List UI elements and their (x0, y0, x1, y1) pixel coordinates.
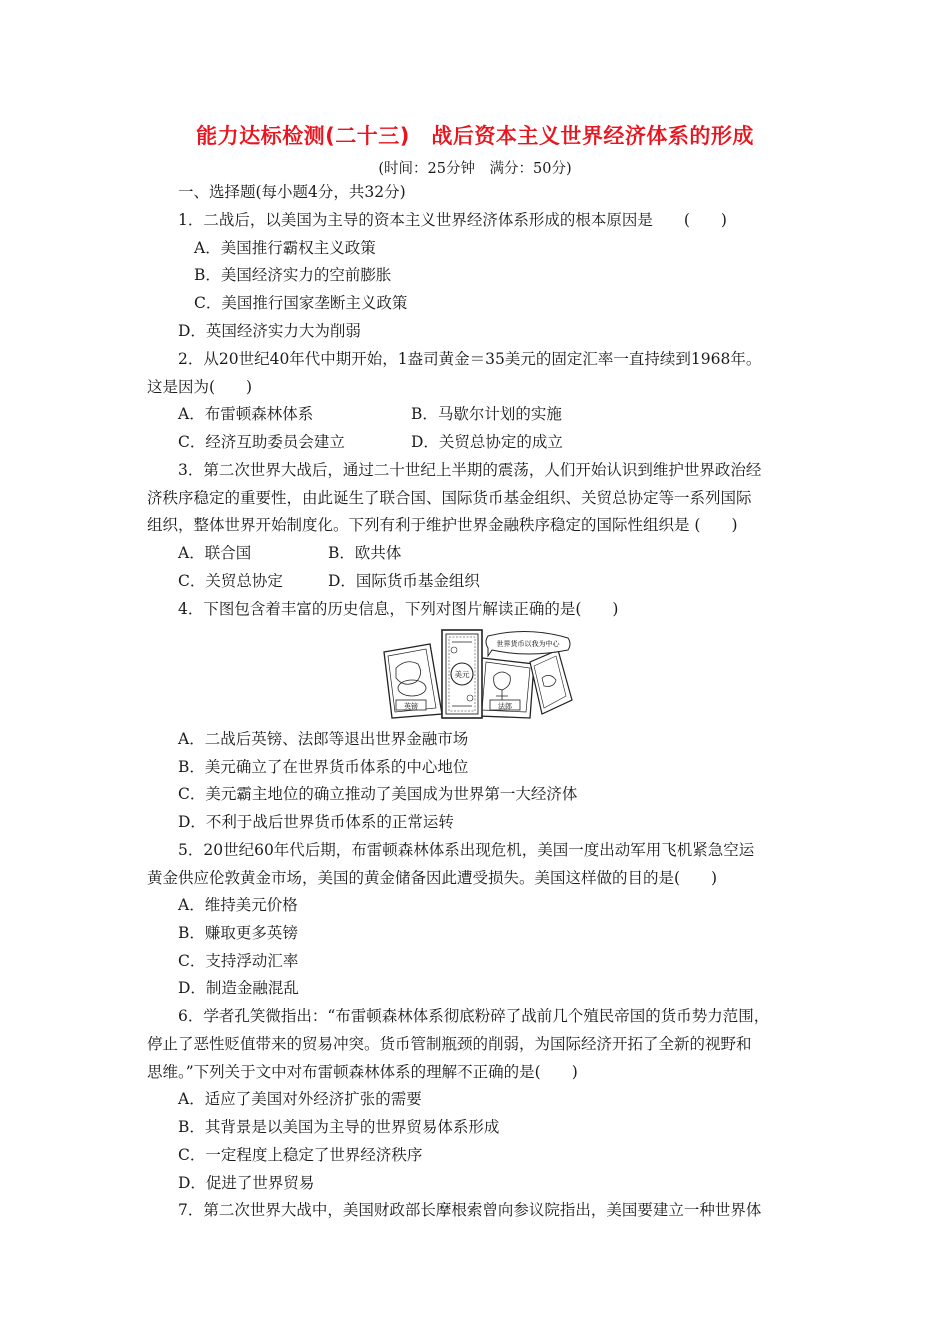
dollar-label: 美元 (454, 670, 470, 679)
q3-stem-line1: 3．第二次世界大战后，通过二十世纪上半期的震荡，人们开始认识到维护世界政治经 (178, 461, 762, 479)
q4-option-a: A．二战后英镑、法郎等退出世界金融市场 (178, 730, 469, 748)
q3-stem-line2: 济秩序稳定的重要性，由此诞生了联合国、国际货币基金组织、关贸总协定等一系列国际 (147, 489, 752, 507)
q6-stem-line1: 6．学者孔笑微指出：“布雷顿森林体系彻底粉碎了战前几个殖民帝国的货币势力范围， (178, 1007, 770, 1025)
franc-banknote (478, 658, 534, 718)
q6-option-d: D．促进了世界贸易 (178, 1174, 315, 1192)
q2-stem-line1: 2．从20世纪40年代中期开始，1盎司黄金＝35美元的固定汇率一直持续到1968年。 (178, 350, 762, 368)
banner-text: 世界货币以我为中心 (496, 640, 560, 648)
q5-option-c: C．支持浮动汇率 (178, 952, 299, 970)
speech-banner (486, 631, 570, 656)
q5-stem-line1: 5．20世纪60年代后期，布雷顿森林体系出现危机，美国一度出动军用飞机紧急空运 (178, 841, 755, 859)
exam-subtitle: (时间：25分钟 满分：50分) (378, 161, 572, 177)
q3-option-b: B．欧共体 (328, 544, 402, 562)
q4-stem: 4．下图包含着丰富的历史信息，下列对图片解读正确的是( ) (178, 600, 619, 618)
page-title: 能力达标检测(二十三) 战后资本主义世界经济体系的形成 (196, 124, 754, 148)
q2-option-c: C．经济互助委员会建立 (178, 433, 345, 451)
q1-option-a: A．美国推行霸权主义政策 (194, 239, 376, 257)
q5-stem-line2: 黄金供应伦敦黄金市场，美国的黄金储备因此遭受损失。美国这样做的目的是( ) (147, 869, 718, 887)
q1-option-b: B．美国经济实力的空前膨胀 (194, 266, 392, 284)
q6-stem-line2: 停止了恶性贬值带来的贸易冲突。货币管制瓶颈的削弱，为国际经济开拓了全新的视野和 (147, 1035, 752, 1053)
q2-option-a: A．布雷顿森林体系 (178, 405, 314, 423)
q5-option-b: B．赚取更多英镑 (178, 924, 298, 942)
q4-option-b: B．美元确立了在世界货币体系的中心地位 (178, 758, 469, 776)
q2-option-b: B．马歇尔计划的实施 (411, 405, 562, 423)
q5-option-d: D．制造金融混乱 (178, 979, 299, 997)
q2-stem-line2: 这是因为( ) (147, 378, 253, 396)
q3-option-d: D．国际货币基金组织 (328, 572, 480, 590)
dollar-banknote (442, 630, 482, 718)
q3-option-a: A．联合国 (178, 544, 252, 562)
currency-cartoon-figure (382, 628, 574, 720)
q1-option-d: D．英国经济实力大为削弱 (178, 322, 361, 340)
q1-stem: 1．二战后，以美国为主导的资本主义世界经济体系形成的根本原因是 ( ) (178, 211, 727, 229)
q7-stem-line1: 7．第二次世界大战中，美国财政部长摩根索曾向参议院指出，美国要建立一种世界体 (178, 1201, 762, 1219)
pound-label: 英镑 (404, 702, 418, 711)
q4-option-c: C．美元霸主地位的确立推动了美国成为世界第一大经济体 (178, 785, 578, 803)
q2-option-d: D．关贸总协定的成立 (411, 433, 563, 451)
pound-banknote (384, 644, 442, 718)
q6-option-a: A．适应了美国对外经济扩张的需要 (178, 1090, 422, 1108)
q1-option-c: C．美国推行国家垄断主义政策 (194, 294, 408, 312)
q6-option-b: B．其背景是以美国为主导的世界贸易体系形成 (178, 1118, 500, 1136)
q6-stem-line3: 思维。”下列关于文中对布雷顿森林体系的理解不正确的是( ) (147, 1063, 578, 1081)
q6-option-c: C．一定程度上稳定了世界经济秩序 (178, 1146, 423, 1164)
section-heading: 一、选择题(每小题4分，共32分) (178, 183, 406, 201)
franc-label: 法郎 (498, 702, 512, 711)
q3-option-c: C．关贸总协定 (178, 572, 283, 590)
q5-option-a: A．维持美元价格 (178, 896, 298, 914)
q3-stem-line3: 组织，整体世界开始制度化。下列有利于维护世界金融秩序稳定的国际性组织是 ( ) (147, 516, 738, 534)
q4-option-d: D．不利于战后世界货币体系的正常运转 (178, 813, 454, 831)
